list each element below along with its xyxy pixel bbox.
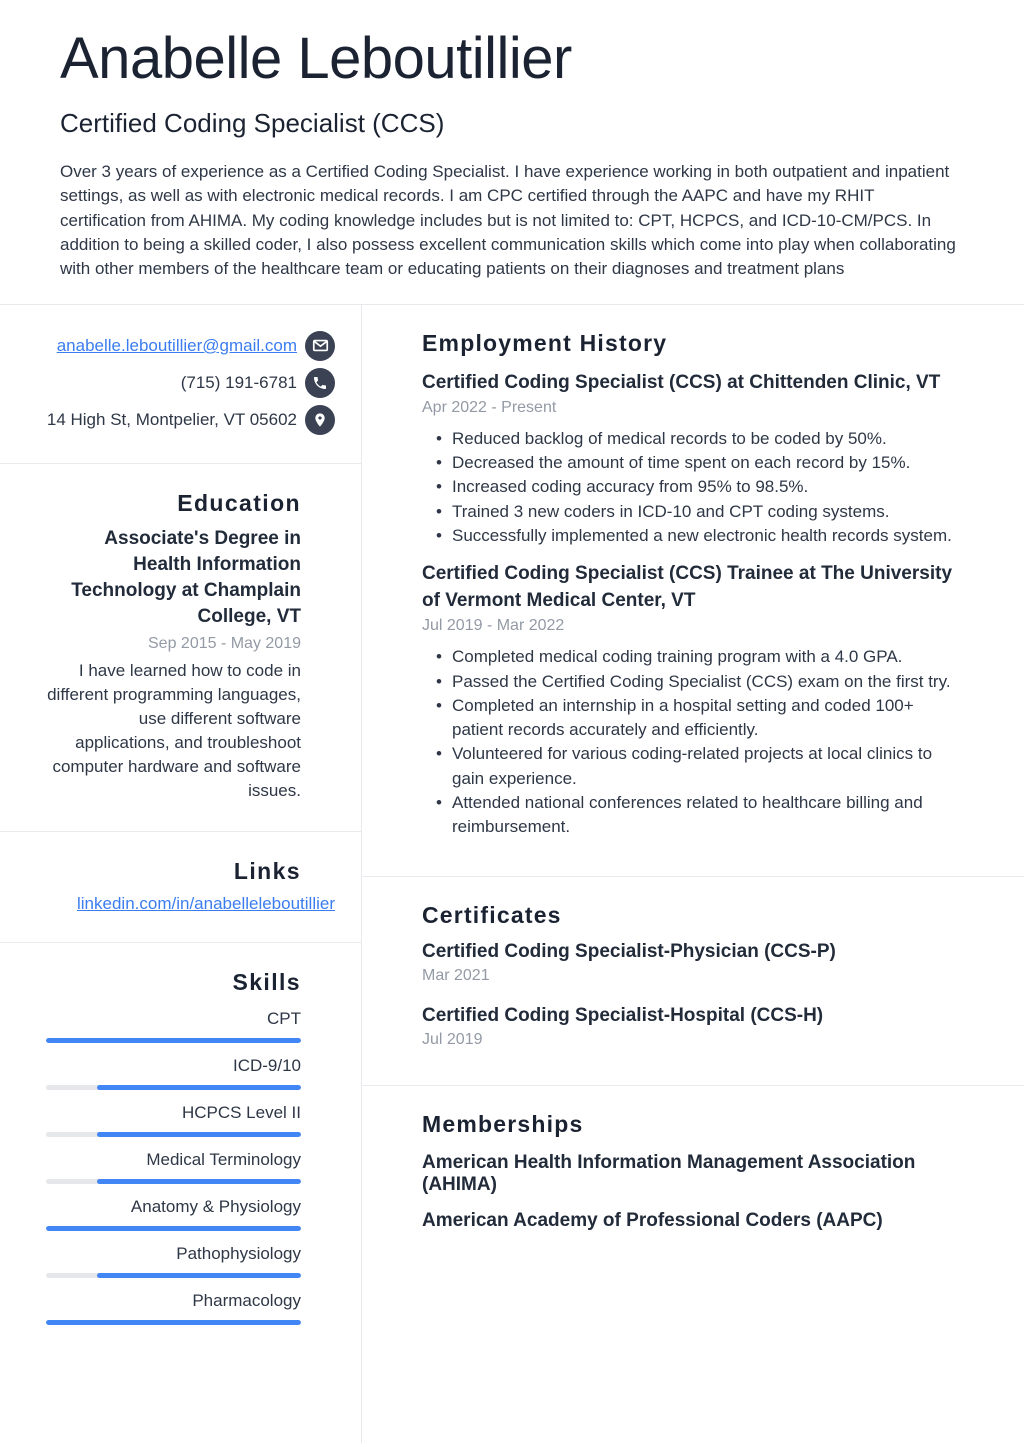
job-bullet: • Completed an internship in a hospital setting and coded 100+ patient records accurately and efficiently. — [434, 694, 964, 743]
links-list — [46, 894, 335, 914]
sidebar — [0, 305, 362, 1443]
skill-item — [46, 1009, 301, 1043]
certificate-entry — [422, 941, 964, 985]
skill-item — [46, 1056, 301, 1090]
skills-section — [0, 943, 361, 1353]
location-pin-icon — [305, 405, 335, 435]
job-bullet: • Reduced backlog of medical records to be coded by 50%. — [434, 427, 964, 451]
certificates-section — [362, 877, 1024, 1085]
memberships-heading: Memberships — [422, 1110, 584, 1137]
certificate-title: Certified Coding Specialist-Physician (CCS-P) — [422, 940, 836, 962]
skill-name: CPT — [267, 1008, 301, 1028]
postal-address: 14 High St, Montpelier, VT 05602 — [46, 409, 297, 429]
contact-address-row — [46, 405, 335, 435]
profile-summary: Over 3 years of experience as a Certified Coding Specialist. I have experience working in both outpatient and inpatient settings, as well as with electronic medical records. I am CPC certified through the AAPC and have my RHIT certification from AHIMA. My coding knowledge includes but is not limited to: CPT, HCPCS, and ICD-10-CM/PCS. In addition to being a skilled coder, I also possess excellent communication skills which come into play when collaborating with other members of the healthcare team or educating patients on their diagnoses and treatment plans — [60, 161, 956, 279]
skill-progress-fill — [46, 1038, 301, 1043]
skill-progress-fill — [46, 1320, 301, 1325]
person-name: Anabelle Leboutillier — [60, 26, 572, 91]
skill-name: Medical Terminology — [146, 1149, 301, 1169]
skill-progress-fill — [97, 1179, 301, 1184]
job-entry — [422, 560, 964, 839]
job-bullet-list — [434, 645, 964, 839]
skill-item — [46, 1150, 301, 1184]
education-entry — [46, 526, 301, 803]
person-title: Certified Coding Specialist (CCS) — [60, 107, 445, 138]
resume-body — [0, 304, 1024, 1443]
phone-icon — [305, 368, 335, 398]
resume-header — [0, 0, 1024, 282]
skills-heading: Skills — [232, 968, 301, 995]
certificates-heading: Certificates — [422, 901, 562, 928]
skill-name: ICD-9/10 — [232, 1055, 301, 1075]
job-title: Certified Coding Specialist (CCS) Trainee at The University of Vermont Medical Center, VT — [422, 563, 953, 612]
skill-progress-track — [46, 1226, 301, 1231]
job-dates: Jul 2019 - Mar 2022 — [422, 617, 565, 635]
skill-progress-fill — [97, 1085, 301, 1090]
certificate-dates: Jul 2019 — [422, 1030, 483, 1048]
education-description: I have learned how to code in different programming languages, use different software applications, and troubleshoot computer hardware and software issues. — [47, 660, 301, 800]
job-bullet: • Volunteered for various coding-related projects at local clinics to gain experience. — [434, 742, 964, 791]
education-degree: Associate's Degree in Health Information Technology at Champlain College, VT — [71, 527, 301, 627]
education-section — [0, 464, 361, 831]
skill-name: HCPCS Level II — [181, 1102, 301, 1122]
membership-entry: American Academy of Professional Coders (AAPC) — [422, 1209, 883, 1231]
skill-item — [46, 1197, 301, 1231]
skill-progress-fill — [97, 1273, 301, 1278]
job-bullet: • Completed medical coding training program with a 4.0 GPA. — [434, 645, 964, 669]
skill-progress-track — [46, 1132, 301, 1137]
certificate-dates: Mar 2021 — [422, 966, 490, 984]
skill-progress-track — [46, 1085, 301, 1090]
skill-progress-track — [46, 1273, 301, 1278]
employment-section — [362, 305, 1024, 876]
job-entry — [422, 369, 964, 548]
skill-item — [46, 1103, 301, 1137]
contact-email-row — [46, 331, 335, 361]
certificate-title: Certified Coding Specialist-Hospital (CCS-H) — [422, 1004, 824, 1026]
job-dates: Apr 2022 - Present — [422, 398, 557, 416]
skill-item — [46, 1291, 301, 1325]
job-title: Certified Coding Specialist (CCS) at Chittenden Clinic, VT — [422, 371, 941, 393]
job-bullet: • Attended national conferences related to healthcare billing and reimbursement. — [434, 791, 964, 840]
links-heading: Links — [233, 857, 301, 884]
contact-phone-row — [46, 368, 335, 398]
job-bullet: • Trained 3 new coders in ICD-10 and CPT coding systems. — [434, 500, 964, 524]
linkedin-link[interactable]: linkedin.com/in/anabelleleboutillier — [77, 893, 335, 913]
education-dates: Sep 2015 - May 2019 — [148, 634, 301, 652]
skill-name: Anatomy & Physiology — [130, 1196, 301, 1216]
skill-progress-fill — [97, 1132, 301, 1137]
skill-name: Pharmacology — [192, 1290, 301, 1310]
contact-section — [0, 305, 361, 463]
membership-entry: American Health Information Management Association (AHIMA) — [422, 1151, 916, 1195]
job-bullet-list — [434, 427, 964, 548]
skill-progress-track — [46, 1038, 301, 1043]
job-bullet: • Passed the Certified Coding Specialist (CCS) exam on the first try. — [434, 670, 964, 694]
skill-item — [46, 1244, 301, 1278]
education-heading: Education — [177, 489, 301, 516]
phone-number: (715) 191-6781 — [180, 372, 297, 392]
job-bullet: • Successfully implemented a new electronic health records system. — [434, 524, 964, 548]
email-link[interactable]: anabelle.leboutillier@gmail.com — [56, 335, 297, 355]
email-icon — [305, 331, 335, 361]
main-column — [362, 305, 1024, 1443]
skill-progress-track — [46, 1179, 301, 1184]
job-bullet: • Decreased the amount of time spent on each record by 15%. — [434, 451, 964, 475]
certificate-entry — [422, 1005, 964, 1049]
skill-progress-fill — [46, 1226, 301, 1231]
skill-progress-track — [46, 1320, 301, 1325]
memberships-section — [362, 1086, 1024, 1262]
job-bullet: • Increased coding accuracy from 95% to 98.5%. — [434, 475, 964, 499]
skill-name: Pathophysiology — [176, 1243, 301, 1263]
employment-heading: Employment History — [422, 329, 668, 356]
links-section — [0, 832, 361, 942]
